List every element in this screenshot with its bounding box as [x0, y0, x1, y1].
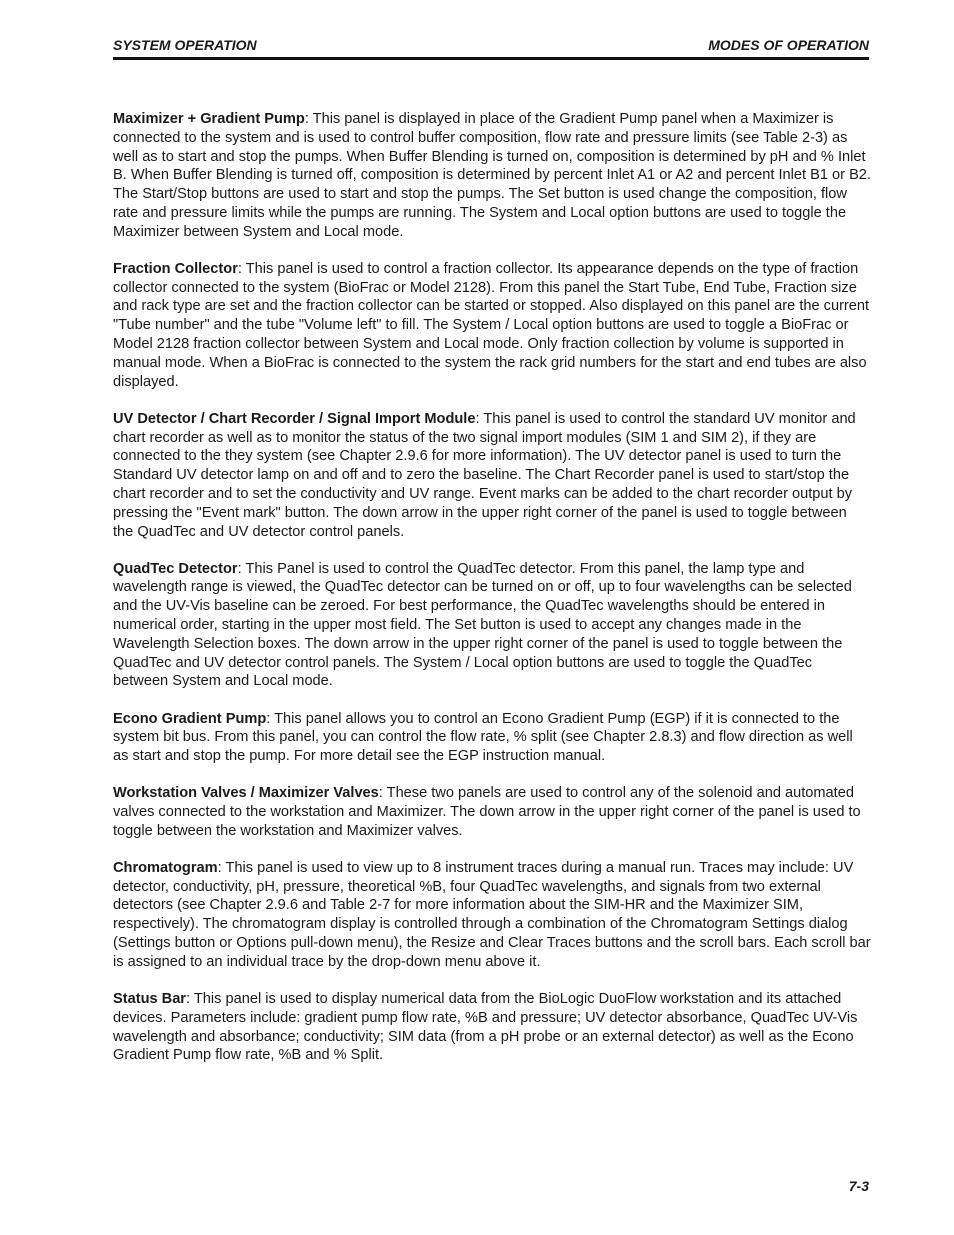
term-separator: : [266, 710, 275, 727]
paragraph-term: Maximizer + Gradient Pump [113, 111, 305, 127]
paragraph-quadtec-detector [113, 560, 871, 692]
paragraph-maximizer-gradient-pump [113, 110, 871, 242]
paragraph-term: Workstation Valves / Maximizer Valves [113, 785, 379, 802]
paragraph-text: This panel is used to control the standard UV monitor and chart recorder as well as to monitor the status of the two signal import modules (SIM 1 and SIM 2), if they are connected to the they system (see Chapter 2.9.6 for more information). The UV detector panel is used to turn the Standard UV detector lamp on and off and to zero the baseline. The Chart Recorder panel is used to start/stop the chart recorder and to set the conductivity and UV range. Event marks can be added to the chart recorder output by pressing the "Event mark" button. The down arrow in the upper right corner of the panel is used to toggle between the QuadTec and UV detector control panels. [113, 410, 856, 540]
paragraph-econo-gradient-pump [113, 710, 871, 766]
paragraph-term: UV Detector / Chart Recorder / Signal Import Module [113, 410, 476, 427]
term-separator: : [304, 111, 313, 127]
page-number: 7-3 [848, 1178, 869, 1194]
paragraph-text: This Panel is used to control the QuadTec detector. From this panel, the lamp type and wavelength range is viewed, the QuadTec detector can be turned on or off, up to four wavelengths can be selected and the UV-Vis baseline can be zeroed. For best performance, the QuadTec wavelengths should be entered in numerical order, starting in the upper most field. The Set button is used to accept any changes made in the Wavelength Selection boxes. The down arrow in the upper right corner of the panel is used to toggle between the QuadTec and UV detector control panels. The System / Local option buttons are used to toggle the QuadTec between System and Local mode. [113, 560, 852, 690]
paragraph-term: QuadTec Detector [113, 560, 238, 577]
term-separator: : [237, 560, 246, 577]
paragraph-term: Fraction Collector [113, 260, 238, 277]
paragraph-text: This panel is displayed in place of the Gradient Pump panel when a Maximizer is connected to the system and is used to control buffer composition, flow rate and pressure limits (see Table 2-3) as well as to start and stop the pumps. When Buffer Blending is turned on, composition is determined by pH and % Inlet B. When Buffer Blending is turned off, composition is determined by percent Inlet A1 or A2 and percent Inlet B1 or B2. The Start/Stop buttons are used to start and stop the pumps. The Set button is used change the composition, flow rate and pressure limits while the pumps are running. The System and Local option buttons are used to toggle the Maximizer between System and Local mode. [113, 111, 871, 240]
paragraph-fraction-collector [113, 260, 871, 392]
paragraph-term: Econo Gradient Pump [113, 710, 267, 727]
paragraph-text: This panel is used to view up to 8 instrument traces during a manual run. Traces may include: UV detector, conductivity, pH, pressure, theoretical %B, four QuadTec wavelengths, and signals from two external detectors (see Chapter 2.9.6 and Table 2-7 for more information about the SIM-HR and the Maximizer SIM, respectively). The chromatogram display is controlled through a combination of the Chromatogram Settings dialog (Settings button or Options pull-down menu), the Resize and Clear Traces buttons and the scroll bars. Each scroll bar is assigned to an individual trace by the drop-down menu above it. [113, 859, 871, 970]
page-header [113, 36, 869, 60]
term-separator: : [186, 990, 194, 1007]
section-title: SYSTEM OPERATION [113, 37, 257, 53]
paragraph-workstation-valves [113, 784, 871, 840]
term-separator: : [475, 410, 484, 427]
paragraph-status-bar [113, 990, 871, 1065]
term-separator: : [237, 260, 246, 277]
chapter-title: MODES OF OPERATION [708, 37, 869, 53]
paragraph-chromatogram [113, 859, 871, 972]
paragraph-text: This panel allows you to control an Econo Gradient Pump (EGP) if it is connected to the system bit bus. From this panel, you can control the flow rate, % split (see Chapter 2.8.3) and flow direction as well as start and stop the pump. For more detail see the EGP instruction manual. [113, 710, 853, 765]
paragraph-term: Chromatogram [113, 859, 218, 876]
paragraph-uv-detector [113, 410, 871, 542]
paragraph-text: This panel is used to control a fraction collector. Its appearance depends on the type of fraction collector connected to the system (BioFrac or Model 2128). From this panel the Start Tube, End Tube, Fraction size and rack type are set and the fraction collector can be started or stopped. Also displayed on this panel are the current "Tube number" and the tube "Volume left" to fill. The System / Local option buttons are used to toggle a BioFrac or Model 2128 fraction collector between System and Local mode. Only fraction collection by volume is supported in manual mode. When a BioFrac is connected to the system the rack grid numbers for the start and end tubes are also displayed. [113, 260, 870, 390]
paragraph-text: These two panels are used to control any of the solenoid and automated valves connected to the workstation and Maximizer. The down arrow in the upper right corner of the panel is used to toggle between the workstation and Maximizer valves. [113, 785, 861, 839]
paragraph-term: Status Bar [113, 990, 186, 1007]
body-text [113, 110, 871, 1083]
term-separator: : [378, 785, 387, 802]
term-separator: : [217, 859, 226, 876]
paragraph-text: This panel is used to display numerical data from the BioLogic DuoFlow workstation and its attached devices. Parameters include: gradient pump flow rate, %B and pressure; UV detector absorbance, QuadTec UV-Vis wavelength and absorbance; conductivity; SIM data (from a pH probe or an external detector) as well as the Econo Gradient Pump flow rate, %B and % Split. [113, 990, 858, 1064]
